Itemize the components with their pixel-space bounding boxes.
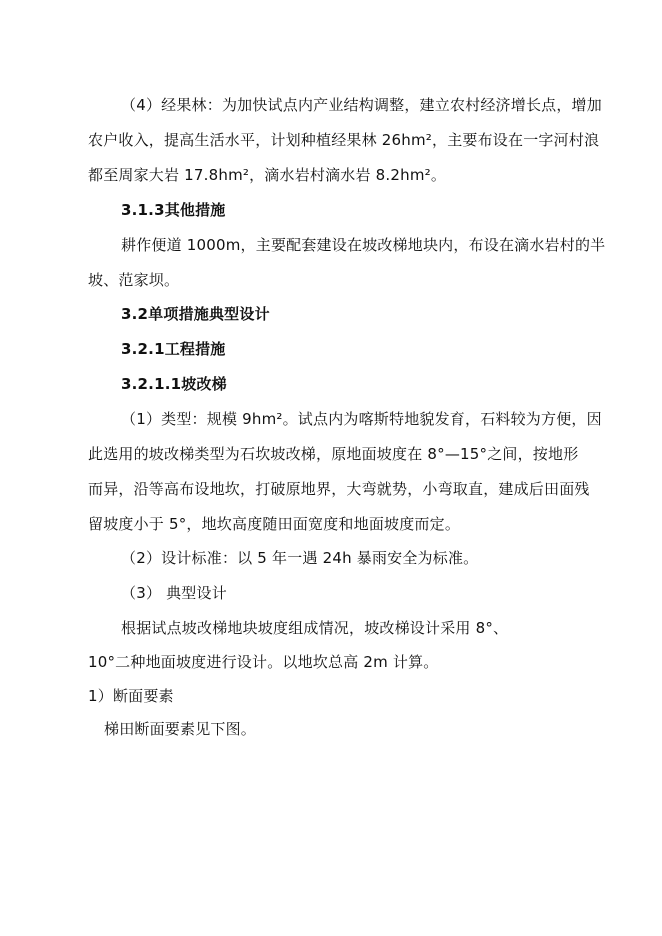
basis-paragraph-line-2: 10°二种地面坡度进行设计。以地坎总高 2m 计算。: [88, 653, 439, 671]
type-paragraph-line-4: 留坡度小于 5°，地坎高度随田面宽度和地面坡度而定。: [88, 515, 461, 533]
road-paragraph-line-2: 坡、范家坝。: [88, 271, 180, 289]
orchard-paragraph-line-2: 农户收入，提高生活水平，计划种植经果林 26hm²，主要布设在一字河村浪: [88, 131, 600, 149]
type-paragraph-line-1: （1）类型：规模 9hm²。试点内为喀斯特地貌发育，石料较为方便，因: [121, 410, 602, 428]
standard-paragraph: （2）设计标准：以 5 年一遇 24h 暴雨安全为标准。: [121, 549, 479, 567]
type-paragraph-line-2: 此选用的坡改梯类型为石坎坡改梯，原地面坡度在 8°—15°之间，按地形: [88, 445, 579, 463]
orchard-paragraph-line-1: （4）经果林：为加快试点内产业结构调整，建立农村经济增长点，增加: [121, 96, 602, 114]
figure-reference: 梯田断面要素见下图。: [104, 720, 257, 738]
section-heading-3-2-1-1: 3.2.1.1坡改梯: [121, 375, 227, 393]
road-paragraph-line-1: 耕作便道 1000m，主要配套建设在坡改梯地块内，布设在滴水岩村的半: [121, 236, 606, 254]
orchard-paragraph-line-3: 都至周家大岩 17.8hm²，滴水岩村滴水岩 8.2hm²。: [88, 166, 447, 184]
section-heading-3-2-1: 3.2.1工程措施: [121, 340, 226, 358]
section-heading-3-1-3: 3.1.3其他措施: [121, 201, 226, 219]
basis-paragraph-line-1: 根据试点坡改梯地块坡度组成情况，坡改梯设计采用 8°、: [121, 619, 509, 637]
type-paragraph-line-3: 而异，沿等高布设地坎，打破原地界，大弯就势，小弯取直，建成后田面残: [88, 480, 590, 498]
section-heading-3-2: 3.2单项措施典型设计: [121, 305, 270, 323]
section-elements-item: 1）断面要素: [88, 687, 174, 705]
typical-design-item: （3） 典型设计: [121, 584, 227, 602]
